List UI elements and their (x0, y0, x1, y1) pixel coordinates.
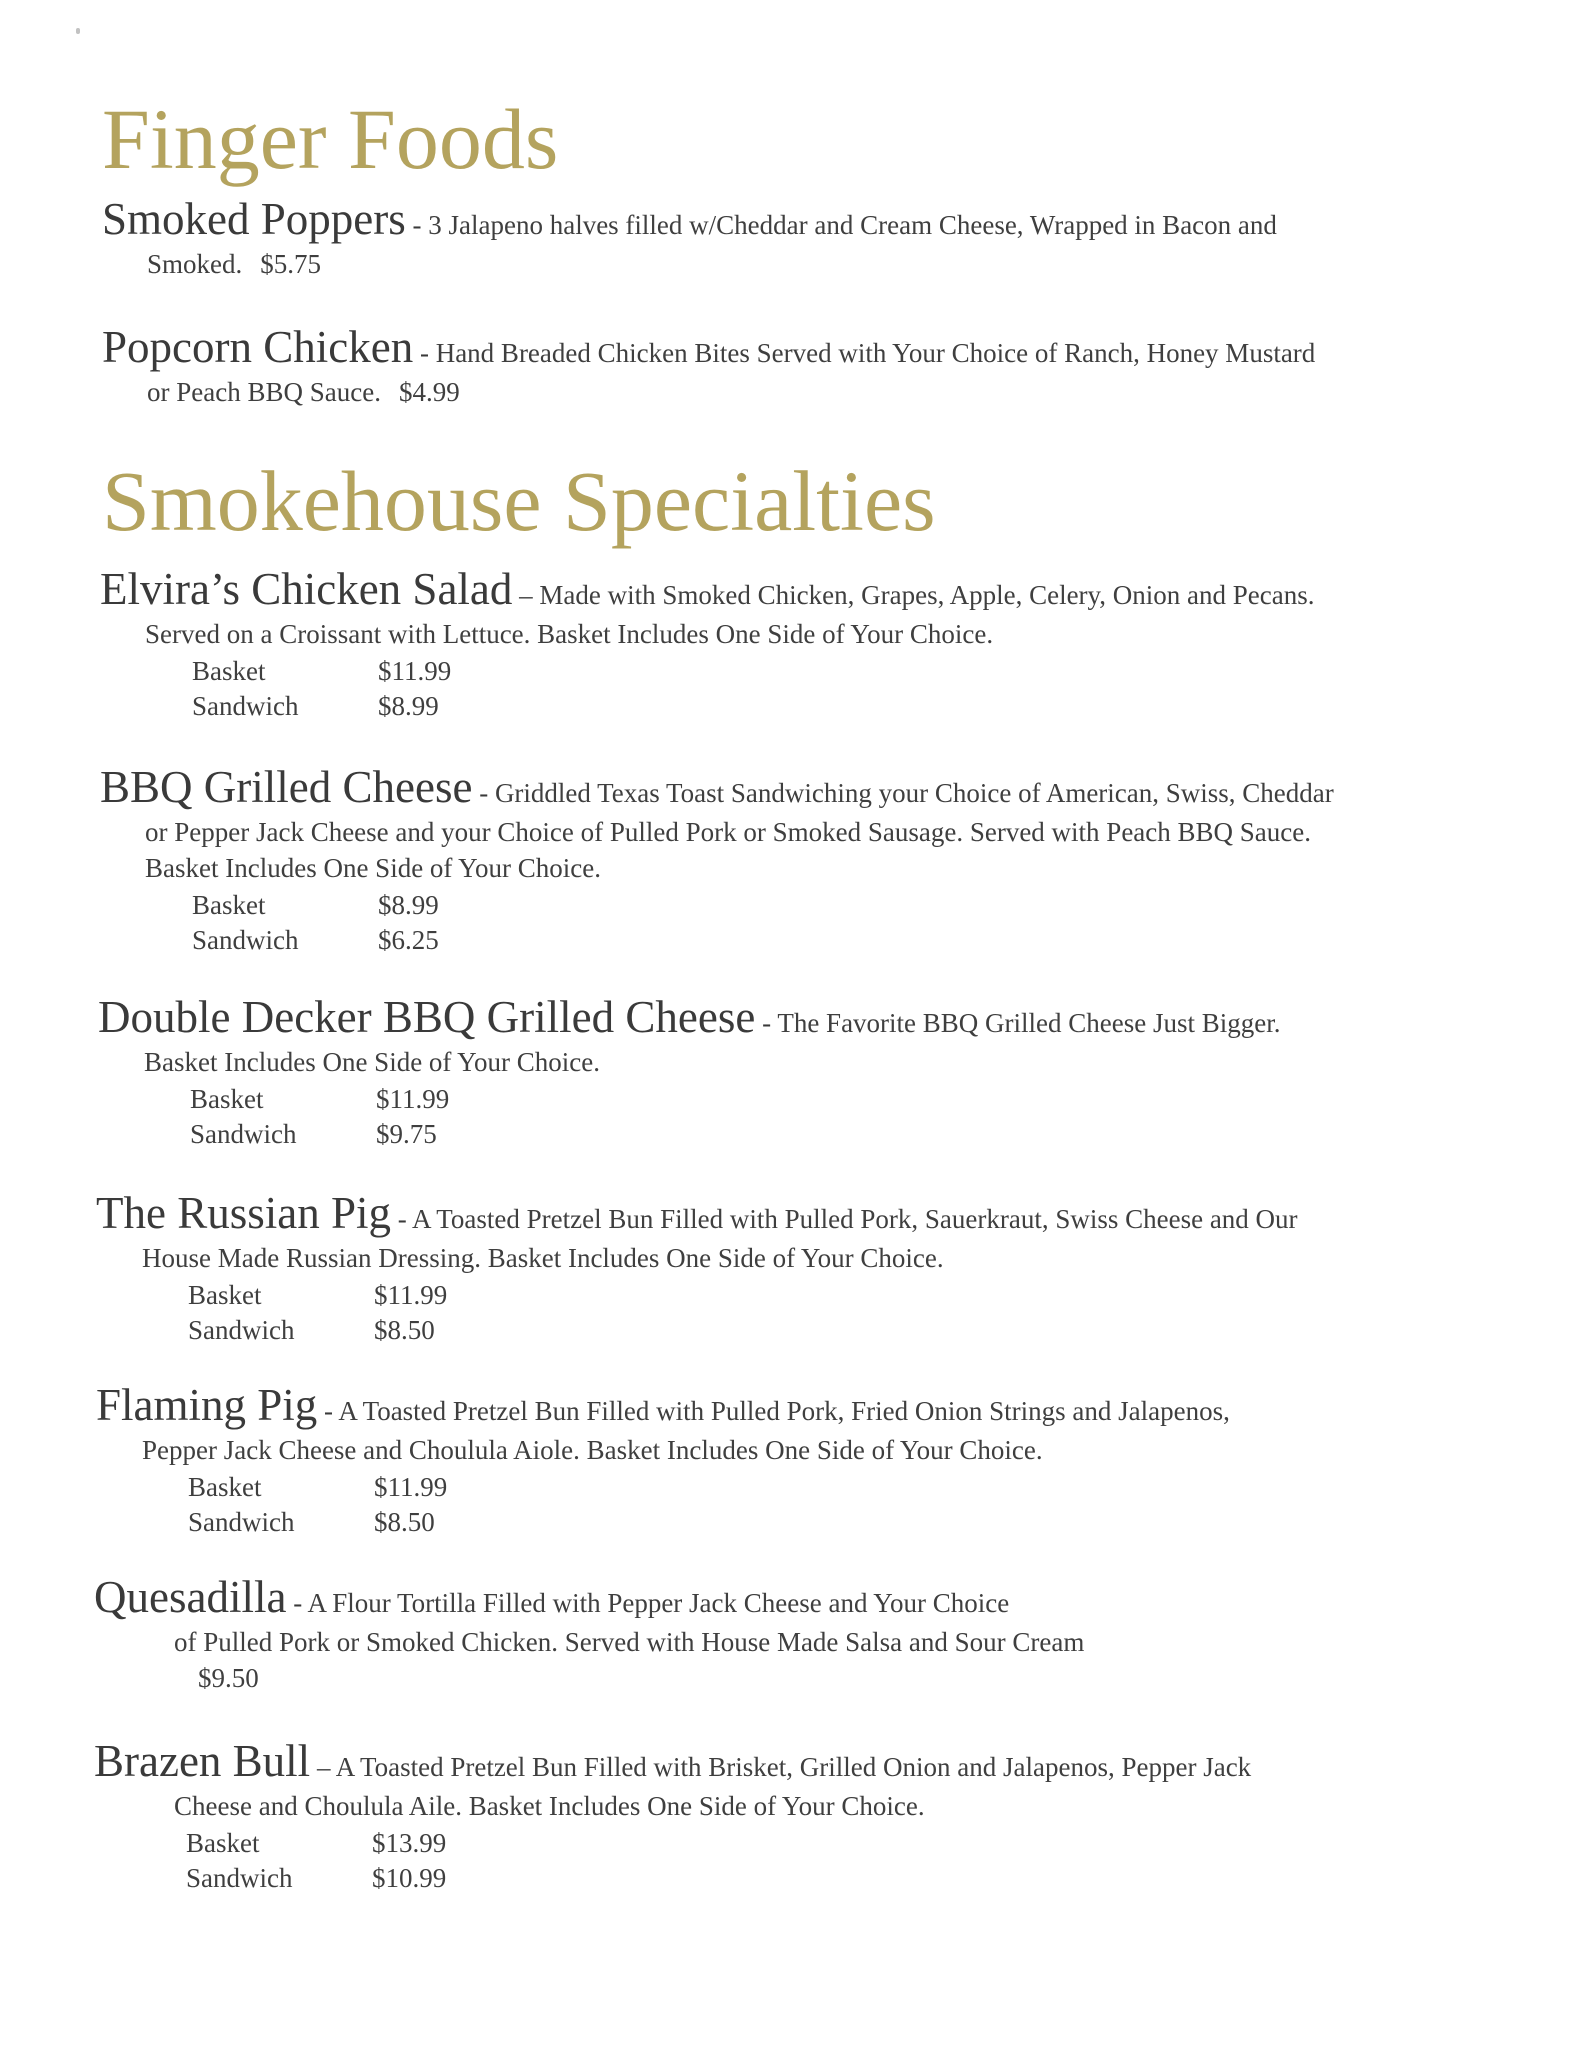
item-description: A Flour Tortilla Filled with Pepper Jack Cheese and Your Choice (307, 1588, 1010, 1618)
price-label: Basket (188, 1471, 262, 1502)
item-separator: - (405, 210, 429, 240)
price-table (100, 654, 1520, 724)
item-description: 3 Jalapeno halves filled w/Cheddar and Cream Cheese, Wrapped in Bacon and (428, 210, 1277, 240)
menu-item-popcorn-chicken (102, 322, 1522, 410)
item-name: Elvira’s Chicken Salad (100, 564, 513, 614)
section-title-finger-foods: Finger Foods (102, 91, 559, 187)
item-separator: - (317, 1396, 339, 1426)
price-label: Sandwich (190, 1118, 297, 1149)
item-description: A Toasted Pretzel Bun Filled with Brisket, Grilled Onion and Jalapenos, Pepper Jack (335, 1752, 1252, 1782)
price-row-basket (192, 654, 1520, 689)
item-name: Quesadilla (94, 1572, 287, 1622)
item-name: BBQ Grilled Cheese (100, 762, 473, 812)
price-row-sandwich (190, 1117, 1518, 1152)
price-value: $11.99 (374, 1471, 448, 1502)
price-label: Basket (192, 655, 266, 686)
menu-item-elviras-chicken-salad (100, 564, 1520, 724)
item-name: Brazen Bull (94, 1736, 311, 1786)
item-description: The Favorite BBQ Grilled Cheese Just Bigger. (777, 1008, 1281, 1038)
price-label: Sandwich (188, 1314, 295, 1345)
item-separator: - (286, 1588, 308, 1618)
price-value: $13.99 (372, 1827, 447, 1858)
item-price: $4.99 (398, 376, 460, 407)
section-title-smokehouse-specialties: Smokehouse Specialties (102, 453, 936, 549)
price-value: $11.99 (374, 1279, 448, 1310)
price-label: Basket (192, 889, 266, 920)
price-value: $11.99 (378, 655, 452, 686)
price-table (94, 1826, 1514, 1896)
item-name: Smoked Poppers (102, 194, 406, 244)
item-description: A Toasted Pretzel Bun Filled with Pulled Pork, Sauerkraut, Swiss Cheese and Our (412, 1204, 1298, 1234)
price-label: Basket (188, 1279, 262, 1310)
item-name: Double Decker BBQ Grilled Cheese (98, 992, 756, 1042)
price-row-sandwich (188, 1505, 1516, 1540)
item-description: Griddled Texas Toast Sandwiching your Choice of American, Swiss, Cheddar (494, 778, 1334, 808)
menu-item-quesadilla (94, 1572, 1514, 1696)
item-description-cont: or Pepper Jack Cheese and your Choice of Pulled Pork or Smoked Sausage. Served with Peach BBQ Sauce. (145, 816, 1312, 847)
menu-item-smoked-poppers (102, 194, 1522, 282)
item-separator: - (413, 338, 436, 368)
item-separator: - (755, 1008, 778, 1038)
price-table (96, 1470, 1516, 1540)
item-price: $5.75 (260, 248, 322, 279)
item-name: Popcorn Chicken (102, 322, 414, 372)
price-value: $11.99 (376, 1083, 450, 1114)
price-value: $8.50 (374, 1506, 435, 1537)
item-description: A Toasted Pretzel Bun Filled with Pulled Pork, Fried Onion Strings and Jalapenos, (338, 1396, 1230, 1426)
price-row-basket (188, 1278, 1516, 1313)
menu-item-brazen-bull (94, 1736, 1514, 1896)
menu-item-double-decker-bbq-grilled-cheese (98, 992, 1518, 1152)
price-row-basket (188, 1470, 1516, 1505)
item-description-cont: or Peach BBQ Sauce. (147, 376, 381, 407)
price-row-basket (186, 1826, 1514, 1861)
item-separator: – (310, 1752, 336, 1782)
price-row-basket (190, 1082, 1518, 1117)
item-description: Hand Breaded Chicken Bites Served with Your Choice of Ranch, Honey Mustard (435, 338, 1316, 368)
item-name: The Russian Pig (96, 1188, 392, 1238)
item-description: Made with Smoked Chicken, Grapes, Apple, Celery, Onion and Pecans. (539, 580, 1315, 610)
menu-item-flaming-pig (96, 1380, 1516, 1540)
price-value: $6.25 (378, 924, 439, 955)
menu-item-the-russian-pig (96, 1188, 1516, 1348)
item-description-cont: House Made Russian Dressing. Basket Includes One Side of Your Choice. (142, 1242, 944, 1273)
price-table (100, 888, 1520, 958)
price-value: $9.75 (376, 1118, 437, 1149)
item-description-cont: of Pulled Pork or Smoked Chicken. Served with House Made Salsa and Sour Cream (174, 1626, 1085, 1657)
price-value: $8.99 (378, 889, 439, 920)
price-row-basket (192, 888, 1520, 923)
price-label: Sandwich (188, 1506, 295, 1537)
item-description-cont: Basket Includes One Side of Your Choice. (144, 1046, 600, 1077)
price-label: Basket (186, 1827, 260, 1858)
price-row-sandwich (186, 1861, 1514, 1896)
scan-speck (76, 28, 80, 34)
item-separator: - (472, 778, 495, 808)
item-description-cont: Cheese and Choulula Aile. Basket Includes One Side of Your Choice. (174, 1790, 925, 1821)
price-value: $10.99 (372, 1862, 447, 1893)
price-label: Sandwich (186, 1862, 293, 1893)
item-separator: – (512, 580, 540, 610)
price-row-sandwich (192, 689, 1520, 724)
item-description-cont: Pepper Jack Cheese and Choulula Aiole. Basket Includes One Side of Your Choice. (142, 1434, 1043, 1465)
price-value: $8.99 (378, 690, 439, 721)
price-row-sandwich (192, 923, 1520, 958)
price-row-sandwich (188, 1313, 1516, 1348)
item-description-cont: Smoked. (147, 248, 243, 279)
price-value: $8.50 (374, 1314, 435, 1345)
item-description-cont: Basket Includes One Side of Your Choice. (145, 852, 601, 883)
price-table (96, 1278, 1516, 1348)
price-label: Basket (190, 1083, 264, 1114)
price-label: Sandwich (192, 690, 299, 721)
price-label: Sandwich (192, 924, 299, 955)
item-description-cont: Served on a Croissant with Lettuce. Basket Includes One Side of Your Choice. (145, 618, 994, 649)
price-table (98, 1082, 1518, 1152)
menu-item-bbq-grilled-cheese (100, 762, 1520, 958)
item-separator: - (391, 1204, 413, 1234)
item-name: Flaming Pig (96, 1380, 318, 1430)
item-price: $9.50 (198, 1662, 259, 1693)
